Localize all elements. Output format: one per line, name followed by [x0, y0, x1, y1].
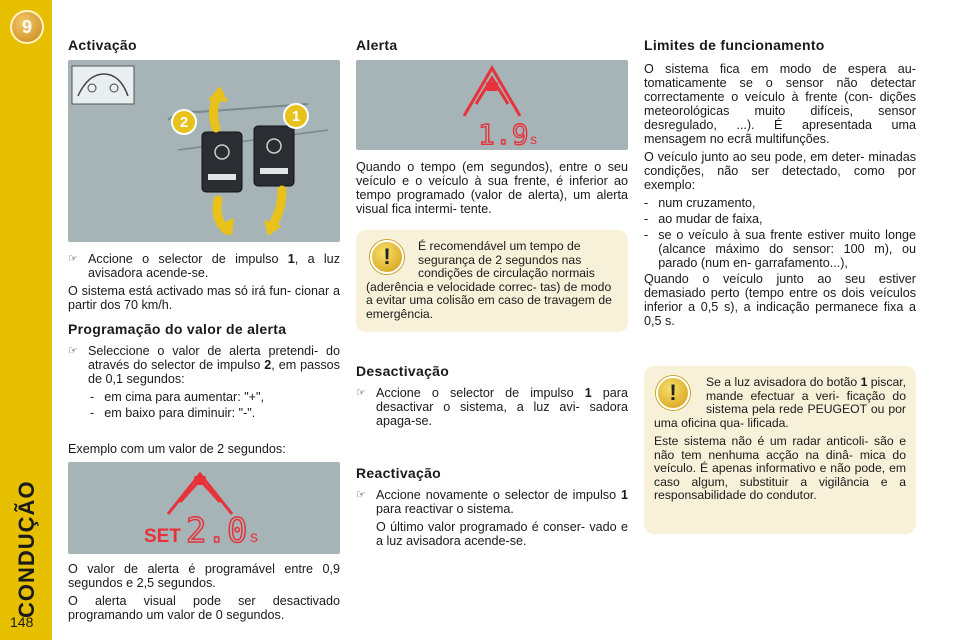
alert-display-unit: s	[530, 131, 537, 147]
alert-range-text: O valor de alerta é programável entre 0,9 segundos e 2,5 segundos.	[68, 562, 340, 590]
bullet-deactivation: ☞ Accione o selector de impulso 1 para desactivar o sistema, a luz avi- sadora apaga-se.	[356, 386, 628, 428]
selector-switches-illustration	[68, 60, 340, 242]
switch-label-2: 2	[179, 114, 189, 131]
heading-programming: Programação do valor de alerta	[68, 321, 287, 337]
column-activation	[68, 38, 340, 626]
set-label: SET	[144, 526, 181, 547]
dash-lane-change: - ao mudar de faixa,	[644, 212, 763, 226]
set-display-drawing	[68, 462, 340, 554]
limits-standby-text: O sistema fica em modo de espera au- tomaticamente se o sensor não detectar correctamente o veículo à frente (con- dições meteorológicas muito difíceis, sensor desregulado, ...). É apresentada uma mensagem no ecrã multifunções.	[644, 62, 916, 146]
safety-note: ! É recomendável um tempo de segurança de 2 segundos nas condições de circulação normais (aderência e velocidade correc- tas) de modo a evitar uma colisão em caso de travagem de emergência.	[356, 230, 628, 332]
alert-display-illustration	[356, 60, 628, 150]
set-value: 2.0	[186, 511, 248, 551]
column-limits	[644, 38, 916, 534]
dash-increase: - em cima para aumentar: "+",	[90, 390, 264, 404]
switches-drawing	[68, 60, 340, 242]
car-icon	[486, 82, 498, 91]
set-display-illustration	[68, 462, 340, 554]
page-number: 148	[10, 614, 34, 630]
check-system-note: ! Se a luz avisadora do botão 1 piscar, mande efectuar a veri- ficação do sistema pela rede PEUGEOT ou por uma oficina qua- lificada. Este sistema não é um radar anticoli- são e não tem nenhuma acção na dinâ- mica do veículo. É apenas informativo e não pode, em caso algum, substituir a vigilância e a responsabilidade do condutor.	[644, 366, 916, 534]
pointing-hand-icon: ☞	[68, 253, 78, 265]
chapter-title: CONDUÇÃO	[14, 480, 39, 618]
pointing-hand-icon: ☞	[356, 489, 366, 501]
limits-too-close-text: Quando o veículo junto ao seu estiver demasiado perto (tempo entre os dois veículos inferior a 0,5 s), a indicação permanece fixa a 0,5 s.	[644, 272, 916, 328]
dash-decrease: - em baixo para diminuir: "-".	[90, 406, 256, 420]
chapter-sidebar	[0, 0, 52, 640]
dash-crossroads: - num cruzamento,	[644, 196, 756, 210]
bullet-reactivation: ☞ Accione novamente o selector de impulso 1 para reactivar o sistema.	[356, 488, 628, 516]
car-icon	[194, 476, 206, 485]
not-anticollision-text: Este sistema não é um radar anticoli- são e não tem nenhuma acção na dinâ- mica do veículo. É apenas informativo e não pode, em caso algum, substituir a vigilância e a responsabilidade do condutor.	[654, 434, 906, 502]
alert-display-value: 1.9	[478, 118, 529, 150]
reactivation-memory-text: O último valor programado é conser- vado e a luz avisadora acende-se.	[376, 520, 628, 548]
heading-reactivation: Reactivação	[356, 465, 442, 481]
example-caption: Exemplo com um valor de 2 segundos:	[68, 442, 286, 456]
limits-not-detected-text: O veículo junto ao seu pode, em deter- minadas condições, não ser detectado, como por exemplo:	[644, 150, 916, 192]
heading-deactivation: Desactivação	[356, 363, 450, 379]
alert-display-drawing	[356, 60, 628, 150]
column-alert	[356, 38, 628, 552]
bullet-programming: ☞ Seleccione o valor de alerta pretendi- do através do selector de impulso 2, em passos de 0,1 segundos:	[68, 344, 340, 386]
pointing-hand-icon: ☞	[68, 345, 78, 357]
heading-alert: Alerta	[356, 37, 398, 53]
heading-activation: Activação	[68, 37, 137, 53]
heading-limits: Limites de funcionamento	[644, 37, 825, 53]
alert-description: Quando o tempo (em segundos), entre o seu veículo e o veículo à sua frente, é inferior ao tempo programado (valor de alerta), um alerta visual fica intermi- tente.	[356, 160, 628, 216]
bullet-activation: ☞ Accione o selector de impulso 1, a luz avisadora acende-se.	[68, 252, 340, 280]
switch-label-1: 1	[291, 108, 301, 125]
chapter-number-badge: 9	[10, 10, 44, 44]
pointing-hand-icon: ☞	[356, 387, 366, 399]
alert-disable-text: O alerta visual pode ser desactivado programando um valor de 0 segundos.	[68, 594, 340, 622]
warning-icon: !	[656, 376, 690, 410]
warning-icon: !	[370, 240, 404, 274]
activation-speed-text: O sistema está activado mas só irá fun- cionar a partir dos 70 km/h.	[68, 284, 340, 312]
set-unit: s	[250, 529, 258, 546]
dash-too-far: - se o veículo à sua frente estiver muito longe (alcance máximo do sensor: 100 m), ou parado (num en- garrafamento...),	[644, 228, 916, 270]
